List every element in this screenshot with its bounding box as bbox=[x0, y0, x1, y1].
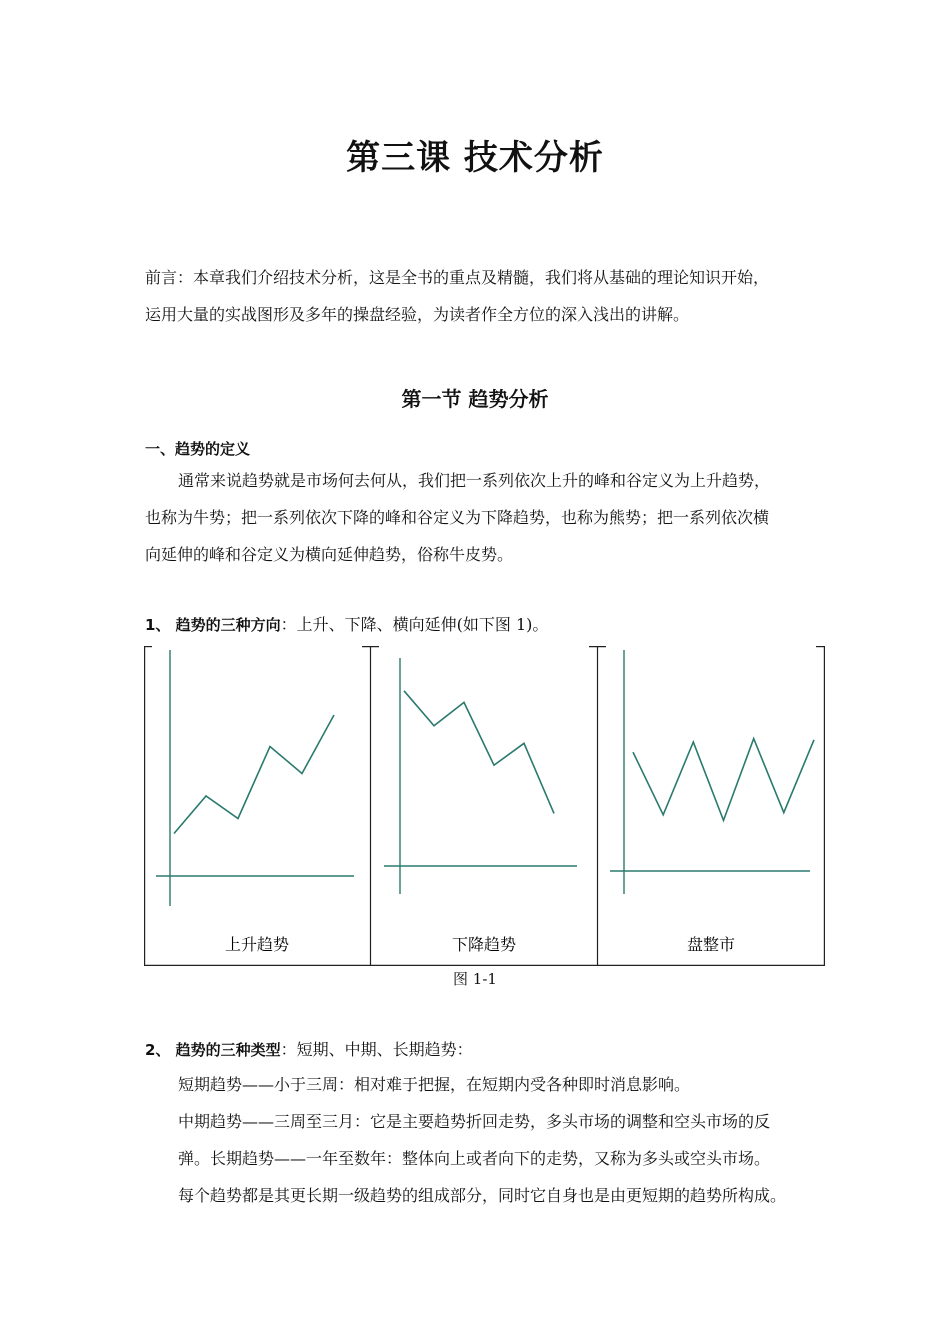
types-line-4: 每个趋势都是其更长期一级趋势的组成部分，同时它自身也是由更短期的趋势所构成。 bbox=[178, 1186, 787, 1205]
panel-label-uptrend: 上升趋势 bbox=[224, 935, 290, 954]
definition-paragraph bbox=[145, 462, 825, 573]
figure-caption: 图 1-1 bbox=[453, 970, 497, 988]
point-2 bbox=[145, 1037, 473, 1060]
panel-label-downtrend: 下降趋势 bbox=[451, 935, 517, 954]
section-title: 第一节 趋势分析 bbox=[401, 387, 549, 411]
intro-line-2: 运用大量的实战图形及多年的操盘经验，为读者作全方位的深入浅出的讲解。 bbox=[145, 305, 690, 324]
trend-line-panel-1 bbox=[174, 715, 334, 834]
heading-trend-definition: 一、趋势的定义 bbox=[145, 440, 251, 458]
point-1-label: 1、 趋势的三种方向 bbox=[145, 616, 281, 634]
panel-label-consolidation: 盘整市 bbox=[686, 935, 736, 954]
definition-line-1: 通常来说趋势就是市场何去何从，我们把一系列依次上升的峰和谷定义为上升趋势， bbox=[178, 471, 771, 490]
types-line-1: 短期趋势——小于三周：相对难于把握，在短期内受各种即时消息影响。 bbox=[178, 1075, 691, 1094]
point-2-label: 2、 趋势的三种类型 bbox=[145, 1041, 281, 1059]
figure-frame bbox=[144, 646, 825, 965]
definition-line-3: 向延伸的峰和谷定义为横向延伸趋势，俗称牛皮势。 bbox=[145, 545, 514, 564]
intro-line-1: 前言：本章我们介绍技术分析，这是全书的重点及精髓，我们将从基础的理论知识开始， bbox=[145, 268, 770, 287]
lesson-title: 第三课 技术分析 bbox=[346, 138, 604, 178]
definition-line-2: 也称为牛势；把一系列依次下降的峰和谷定义为下降趋势，也称为熊势；把一系列依次横 bbox=[145, 508, 770, 527]
trend-line-panel-3 bbox=[633, 739, 814, 821]
point-1 bbox=[145, 612, 548, 635]
trend-types-paragraph bbox=[178, 1066, 828, 1214]
point-2-text: ：短期、中期、长期趋势： bbox=[280, 1040, 473, 1059]
types-line-2: 中期趋势——三周至三月：它是主要趋势折回走势，多头市场的调整和空头市场的反 bbox=[178, 1112, 771, 1131]
types-line-3: 弹。长期趋势——一年至数年：整体向上或者向下的走势，又称为多头或空头市场。 bbox=[178, 1149, 771, 1168]
intro-paragraph bbox=[145, 259, 825, 333]
figure-series bbox=[174, 691, 814, 834]
trend-figure bbox=[144, 646, 825, 966]
trend-line-panel-2 bbox=[404, 691, 554, 814]
point-1-text: ：上升、下降、横向延伸(如下图 1)。 bbox=[280, 615, 549, 634]
figure-axes bbox=[156, 650, 810, 906]
